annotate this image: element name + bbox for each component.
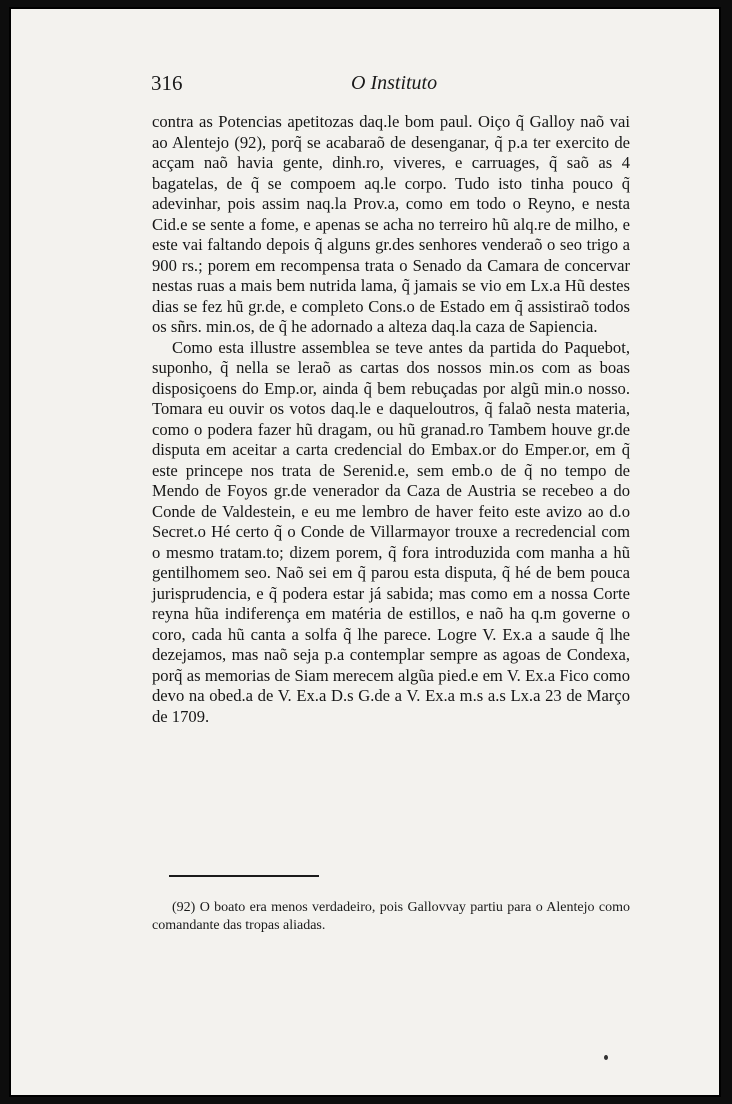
paragraph: contra as Potencias apetitozas daq.le bom paul. Oiço q̃ Galloy naõ vai ao Alentejo (92), porq̃ se acabaraõ de desenganar, q̃ p.a ter exercito de acçam naõ havia gente, dinh.ro, viveres, e carruages, q̃ saõ as 4 bagatelas, de q̃ se compoem aq.le corpo. Tudo isto tinha pouco q̃ adevinhar, pois assim naq.la Prov.a, como em todo o Reyno, e nesta Cid.e se sente a fome, e apenas se acha no terreiro hũ alq.re de milho, e este vai faltando depois q̃ alguns gr.des senhores venderaõ o seo trigo a 900 rs.; porem em recompensa trata o Senado da Camara de concervar nestas ruas a mais bem nutrida lama, q̃ jamais se vio em Lx.a Hũ destes dias se fez hũ gr.de, e completo Cons.o de Estado em q̃ assistiraõ todos os sñrs. min.os, de q̃ he adornado a alteza daq.la caza de Sapiencia. xyxy=(152,112,630,336)
page-number: 316 xyxy=(151,71,183,95)
body-text xyxy=(152,112,630,727)
page xyxy=(9,7,721,1097)
paragraph: Como esta illustre assemblea se teve antes da partida do Paquebot, suponho, q̃ nella se leraõ as cartas dos nossos min.os com as boas disposiçoens do Emp.or, ainda q̃ bem rebuçadas por algũ min.o nosso. Tomara eu ouvir os votos daq.le e daqueloutros, q̃ falaõ nesta materia, como o podera fazer hũ dragam, ou hũ granad.ro Tambem houve gr.de disputa em aceitar a carta credencial do Embax.or do Emper.or, em q̃ este princepe nos trata de Serenid.e, sem emb.o de q̃ no tempo de Mendo de Foyos gr.de venerador da Caza de Austria se recebeo a do Conde de Valdestein, e eu me lembro de haver feito este avizo ao d.o Secret.o Hé certo q̃ o Conde de Villarmayor trouxe a recredencial com o mesmo tratam.to; dizem porem, q̃ fora introduzida com manha a hũ gentilhomem seo. Naõ sei em q̃ parou esta disputa, q̃ hé de bem pouca jurisprudencia, e q̃ podera estar já sabida; mas como em a nossa Corte reyna hũa indiferença em matéria de estillos, e naõ ha q.m governe o coro, cada hũ canta a solfa q̃ lhe parece. Logre V. Ex.a a saude q̃ lhe dezejamos, mas naõ seja p.a contemplar sempre as agoas de Condexa, porq̃ as memorias de Siam merecem algũa pied.e em V. Ex.a Fico como devo na obed.a de V. Ex.a D.s G.de a V. Ex.a m.s a.s Lx.a 23 de Março de 1709. xyxy=(152,337,630,726)
footnote: (92) O boato era menos verdadeiro, pois Gallovvay partiu para o Alentejo como comandante das tropas aliadas. xyxy=(152,900,630,933)
ink-speck xyxy=(604,1055,608,1060)
footnote-divider xyxy=(169,875,319,877)
page-header xyxy=(151,71,621,101)
running-title: O Instituto xyxy=(351,72,438,94)
